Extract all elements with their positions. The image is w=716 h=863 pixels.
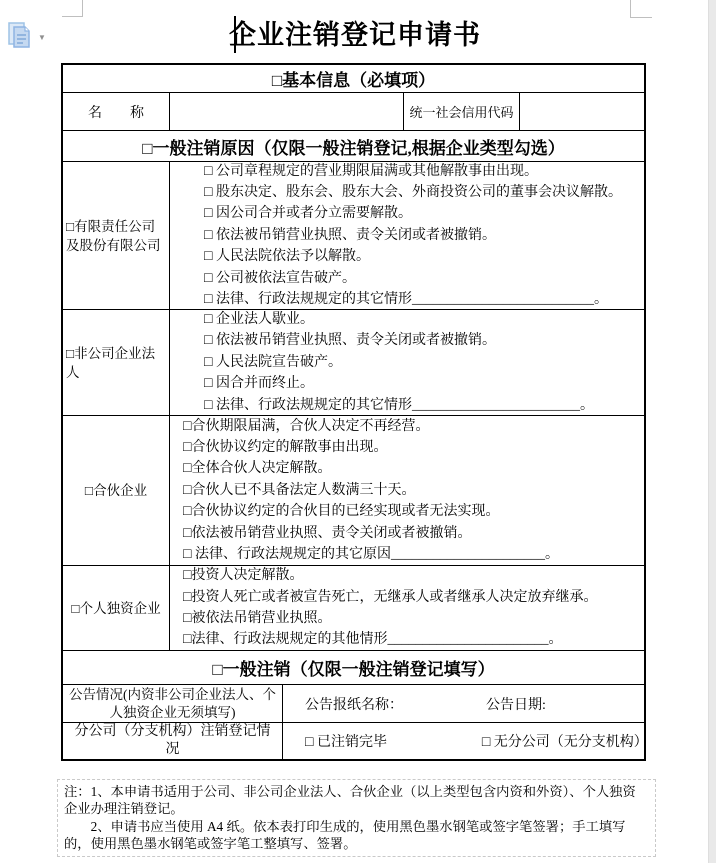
reason-list-partnership <box>170 416 644 565</box>
reason-item[interactable]: □ 人民法院依法予以解散。 <box>204 249 370 265</box>
category-row-sole-proprietorship <box>63 566 644 651</box>
section-header-general-cancellation[interactable] <box>63 651 644 685</box>
reason-item[interactable]: □依法被吊销营业执照、责令关闭或者被撤销。 <box>183 525 472 541</box>
category-row-limited-company <box>63 162 644 310</box>
category-label-sole-proprietorship[interactable]: □个人独资企业 <box>63 566 170 650</box>
reason-item[interactable]: □合伙协议约定的解散事由出现。 <box>183 439 388 455</box>
credit-code-value-cell[interactable] <box>520 93 644 130</box>
name-value-cell[interactable] <box>170 93 404 130</box>
section-header-general-cancellation-reason[interactable] <box>63 131 644 162</box>
section-header-basic-info[interactable] <box>63 65 644 93</box>
announcement-label: 公告情况(内资非公司企业法人、个人独资企业无须填写) <box>63 685 283 722</box>
reason-item[interactable]: □ 依法被吊销营业执照、责令关闭或者被撤销。 <box>204 227 496 243</box>
reason-item[interactable]: □ 因合并而终止。 <box>204 376 314 392</box>
newspaper-name-label: 公告报纸名称： <box>305 697 403 713</box>
name-row <box>63 93 644 131</box>
category-row-partnership <box>63 416 644 566</box>
note-line-1: 注：1、本申请书适用于公司、非公司企业法人、合伙企业（以上类型包含内资和外资）、个人独资企业办理注销登记。 <box>64 784 636 817</box>
branch-done-checkbox-option[interactable]: □ 已注销完毕 <box>305 735 387 750</box>
reason-item[interactable]: □ 因公司合并或者分立需要解散。 <box>204 206 412 222</box>
reason-item[interactable]: □ 股东决定、股东会、股东大会、外商投资公司的董事会决议解散。 <box>204 184 622 200</box>
section-header-general-label: □一般注销（仅限一般注销登记填写） <box>212 660 495 679</box>
reason-item[interactable]: □合伙人已不具备法定人数满三十天。 <box>183 482 416 498</box>
application-form-table <box>61 63 646 761</box>
section-header-basic-info-label: □基本信息（必填项） <box>271 71 436 90</box>
document-title[interactable]: 企业注销登记申请书 <box>229 20 481 50</box>
reason-list-sole-proprietorship <box>170 566 644 650</box>
reason-item[interactable]: □合伙协议约定的合伙目的已经实现或者无法实现。 <box>183 504 500 520</box>
canvas-edge <box>708 0 716 863</box>
reason-item[interactable]: □ 企业法人歇业。 <box>204 311 314 327</box>
reason-item[interactable]: □被依法吊销营业执照。 <box>183 611 332 626</box>
reason-item[interactable]: □全体合伙人决定解散。 <box>183 461 332 477</box>
branch-status-label: 分公司（分支机构）注销登记情况 <box>63 723 283 759</box>
category-label-limited-company[interactable]: □有限责任公司及股份有限公司 <box>63 162 170 309</box>
reason-item[interactable]: □ 法律、行政法规规定的其它原因______________________。 <box>183 547 559 563</box>
reason-item[interactable]: □投资人死亡或者被宣告死亡，无继承人或者继承人决定放弃继承。 <box>183 589 598 605</box>
category-label-non-company-legal-person[interactable]: □非公司企业法人 <box>63 310 170 415</box>
reason-item[interactable]: □合伙期限届满，合伙人决定不再经营。 <box>183 418 430 434</box>
branch-status-row <box>63 723 648 759</box>
category-label-partnership[interactable]: □合伙企业 <box>63 416 170 565</box>
reason-item[interactable]: □ 公司被依法宣告破产。 <box>204 270 356 286</box>
credit-code-label: 统一社会信用代码 <box>404 93 520 130</box>
notes-box <box>57 779 656 857</box>
reason-item[interactable]: □投资人决定解散。 <box>183 568 304 584</box>
announcement-content-cell[interactable] <box>283 685 644 722</box>
note-line-2: 2、申请书应当使用 A4 纸。依本表打印生成的，使用黑色墨水钢笔或签字笔签署；手工填写的，使用黑色墨水钢笔或签字笔工整填写、签署。 <box>64 818 626 851</box>
branch-none-checkbox-option[interactable]: □ 无分公司（无分支机构） <box>481 735 648 750</box>
announcement-row <box>63 685 644 723</box>
paste-options-dropdown-arrow-icon[interactable]: ▼ <box>38 33 46 42</box>
name-label: 名 称 <box>63 93 170 130</box>
reason-list-non-company-legal-person <box>170 310 644 415</box>
reason-list-limited-company <box>170 162 644 309</box>
reason-item[interactable]: □ 依法被吊销营业执照、责令关闭或者被撤销。 <box>204 333 496 349</box>
reason-item[interactable]: □ 人民法院宣告破产。 <box>204 354 342 370</box>
reason-item[interactable]: □法律、行政法规规定的其他情形_______________________。 <box>183 632 563 648</box>
announcement-date-label: 公告日期: <box>486 697 546 713</box>
branch-status-content-cell <box>283 723 648 759</box>
reason-item[interactable]: □ 公司章程规定的营业期限届满或其他解散事由出现。 <box>204 163 538 179</box>
category-row-non-company-legal-person <box>63 310 644 416</box>
reason-item[interactable]: □ 法律、行政法规规定的其它情形________________________。 <box>204 397 594 413</box>
section-header-reason-label: □一般注销原因（仅限一般注销登记,根据企业类型勾选） <box>142 138 565 158</box>
reason-item[interactable]: □ 法律、行政法规规定的其它情形__________________________。 <box>204 292 608 308</box>
